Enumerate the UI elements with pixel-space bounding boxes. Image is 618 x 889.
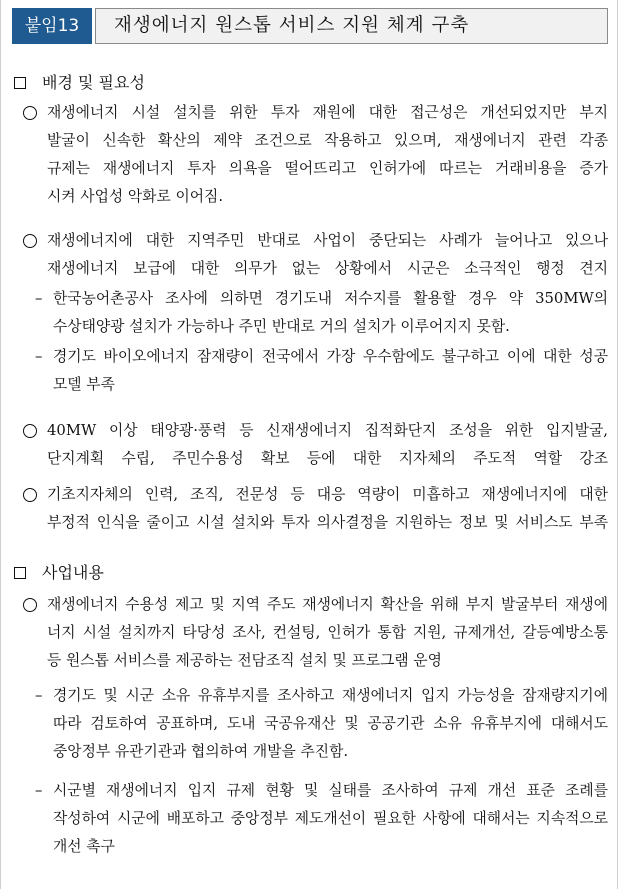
text-line: 재생에너지 시설 설치를 위한 투자 재원에 대한 접근성은 개선되었지만 부지 [47, 104, 608, 121]
text-line: 단지계획 수립, 주민수용성 확보 등에 대한 지자체의 주도적 역할 강조 [47, 450, 608, 467]
text-line: 재생에너지에 대한 지역주민 반대로 사업이 중단되는 사례가 늘어나고 있으나 [47, 232, 608, 249]
text-line: 한국농어촌공사 조사에 의하면 경기도내 저수지를 활용할 경우 약 350MW의 [53, 290, 608, 307]
square-bullet-icon [14, 77, 26, 89]
text-line: 개선 촉구 [53, 838, 115, 855]
section-heading-background [14, 73, 145, 93]
section-heading-business [14, 563, 104, 583]
text-line: 재생에너지 보급에 대한 의무가 없는 상황에서 시군은 소극적인 행정 견지 [47, 260, 608, 277]
list-item [23, 591, 608, 675]
text-line: 수상태양광 설치가 가능하나 주민 반대로 거의 설치가 이루어지지 못함. [53, 318, 510, 335]
list-item [35, 343, 608, 399]
list-item [35, 682, 608, 766]
document-title: 재생에너지 원스톱 서비스 지원 체계 구축 [95, 8, 608, 44]
text-line: 경기도 및 시군 소유 유휴부지를 조사하고 재생에너지 입지 가능성을 잠재량지기에 [53, 687, 608, 704]
list-item [23, 227, 608, 283]
circle-bullet-icon [23, 488, 37, 502]
circle-bullet-icon [23, 106, 37, 120]
list-item [23, 481, 608, 537]
appendix-badge: 붙임13 [12, 8, 92, 44]
list-item [35, 777, 608, 861]
text-line: 따라 검토하여 공표하며, 도내 국공유재산 및 공공기관 소유 유휴부지에 대해서도 [53, 715, 608, 732]
text-line: 중앙정부 유관기관과 협의하여 개발을 추진함. [53, 743, 349, 760]
text-line: 경기도 바이오에너지 잠재량이 전국에서 가장 우수함에도 불구하고 이에 대한 성공 [53, 348, 608, 365]
text-line: 시켜 사업성 악화로 이어짐. [47, 188, 224, 205]
section-heading-text: 사업내용 [42, 563, 104, 582]
text-line: 규제는 재생에너지 투자 의욕을 떨어뜨리고 인허가에 따르는 거래비용을 증가 [47, 160, 608, 177]
text-line: 부정적 인식을 줄이고 시설 설치와 투자 의사결정을 지원하는 정보 및 서비스도 부족 [47, 514, 608, 531]
text-line: 기초지자체의 인력, 조직, 전문성 등 대응 역량이 미흡하고 재생에너지에 대한 [47, 486, 608, 503]
list-item [35, 285, 608, 341]
circle-bullet-icon [23, 598, 37, 612]
text-line: 모델 부족 [53, 376, 115, 393]
text-line: 작성하여 시군에 배포하고 중앙정부 제도개선이 필요한 사항에 대해서는 지속적으로 [53, 810, 608, 827]
text-line: 재생에너지 수용성 제고 및 지역 주도 재생에너지 확산을 위해 부지 발굴부터 재생에 [47, 596, 608, 613]
text-line: 40MW 이상 태양광·풍력 등 신재생에너지 집적화단지 조성을 위한 입지발굴, [47, 422, 608, 439]
list-item [23, 99, 608, 211]
dash-bullet-icon: – [35, 348, 43, 365]
section-heading-text: 배경 및 필요성 [42, 73, 145, 92]
circle-bullet-icon [23, 424, 37, 438]
text-line: 등 원스톱 서비스를 제공하는 전담조직 설치 및 프로그램 운영 [47, 652, 442, 669]
circle-bullet-icon [23, 234, 37, 248]
square-bullet-icon [14, 567, 26, 579]
text-line: 시군별 재생에너지 입지 규제 현황 및 실태를 조사하여 규제 개선 표준 조례를 [53, 782, 608, 799]
dash-bullet-icon: – [35, 782, 43, 799]
document-header [12, 8, 608, 44]
text-line: 발굴이 신속한 확산의 제약 조건으로 작용하고 있으며, 재생에너지 관련 각종 [47, 132, 608, 149]
list-item [23, 417, 608, 473]
dash-bullet-icon: – [35, 687, 43, 704]
dash-bullet-icon: – [35, 290, 43, 307]
text-line: 너지 시설 설치까지 타당성 조사, 컨설팅, 인허가 통합 지원, 규제개선, 갈등예방소통 [47, 624, 608, 641]
